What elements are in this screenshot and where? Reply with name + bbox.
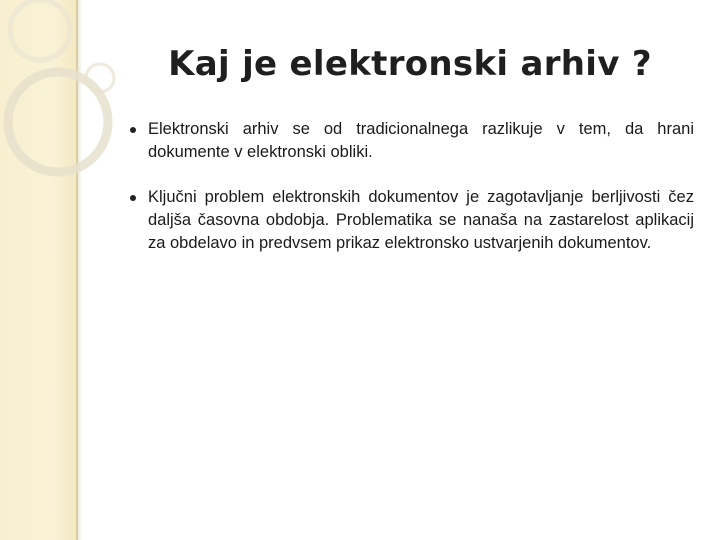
bullet-item [126,186,694,255]
decorative-ring-large [8,72,108,172]
bullet-text: Elektronski arhiv se od tradicionalnega razlikuje v tem, da hrani dokumente v elektronski obliki. [148,120,694,161]
bullet-text: Ključni problem elektronskih dokumentov je zagotavljanje berljivosti čez daljša časovna obdobja. Problematika se nanaša na zastarelost aplikacij za obdelavo in predvsem prikaz elektronsko ustvarjenih dokumentov. [148,188,694,252]
bullet-icon [130,127,136,133]
decorative-rings [0,0,140,220]
bullet-icon [130,195,136,201]
decorative-ring-medium [10,0,70,60]
bullet-list [126,118,694,277]
bullet-item [126,118,694,164]
slide-title: Kaj je elektronski arhiv ? [168,44,652,84]
